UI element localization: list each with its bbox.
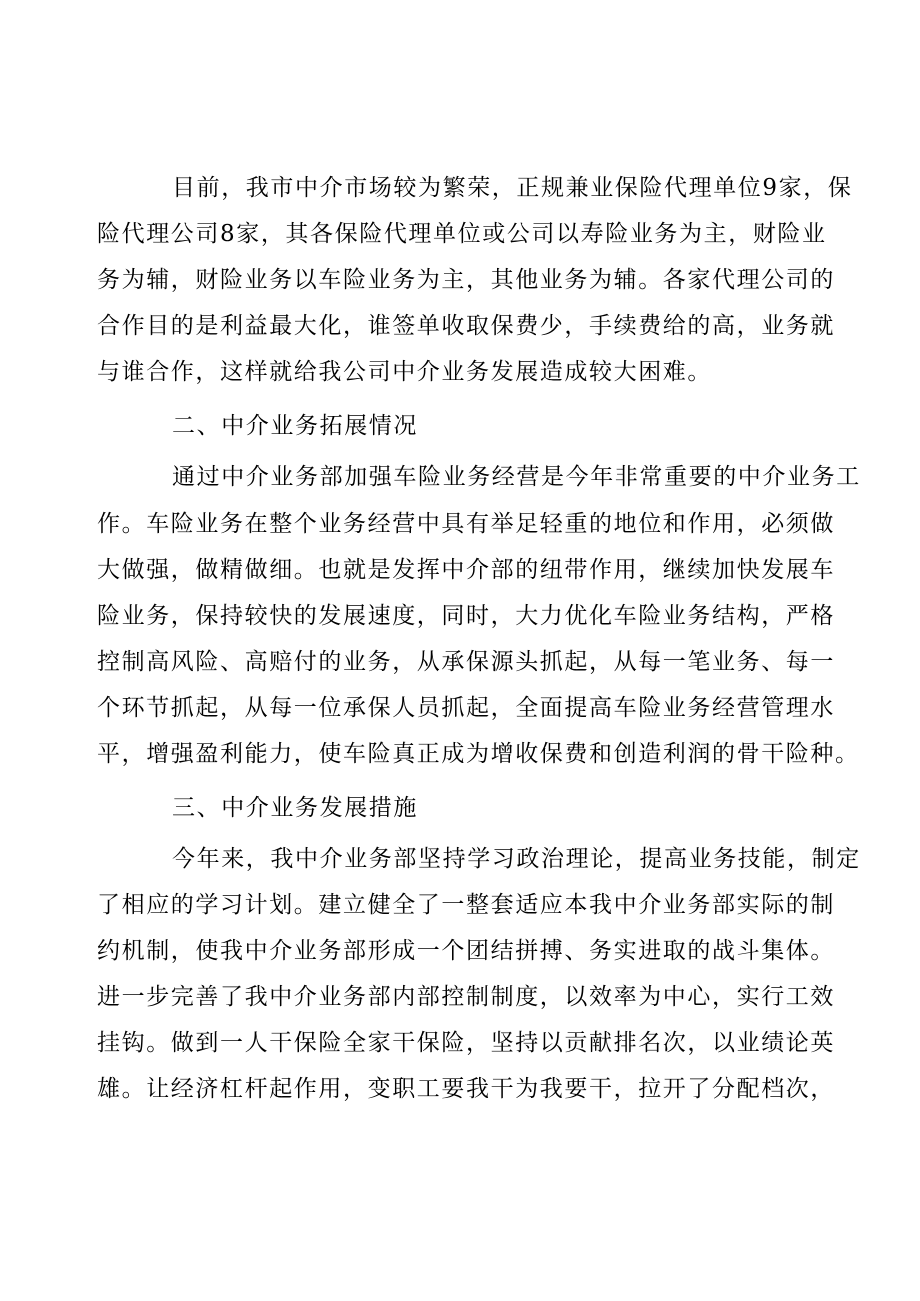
- section-heading-2: 二、中介业务拓展情况: [172, 413, 418, 439]
- paragraph-3-line-3: 约机制，使我中介业务部形成一个团结拼搏、务实进取的战斗集体。: [97, 938, 835, 964]
- paragraph-2-line-7: 平，增强盈利能力，使车险真正成为增收保费和创造利润的骨干险种。: [97, 741, 860, 767]
- paragraph-3-line-5: 挂钩。做到一人干保险全家干保险，坚持以贡献排名次，以业绩论英: [97, 1030, 835, 1056]
- paragraph-2-line-4: 险业务，保持较快的发展速度，同时，大力优化车险业务结构，严格: [97, 603, 835, 629]
- paragraph-3-line-1: 今年来，我中介业务部坚持学习政治理论，提高业务技能，制定: [172, 846, 861, 872]
- paragraph-3-line-6: 雄。让经济杠杆起作用，变职工要我干为我要干，拉开了分配档次，: [97, 1076, 835, 1102]
- paragraph-1-line-4: 合作目的是利益最大化，谁签单收取保费少，手续费给的高，业务就: [97, 313, 835, 339]
- paragraph-3-line-2: 了相应的学习计划。建立健全了一整套适应本我中介业务部实际的制: [97, 892, 835, 918]
- paragraph-2-line-3: 大做强，做精做细。也就是发挥中介部的纽带作用，继续加快发展车: [97, 557, 835, 583]
- paragraph-1-line-2: 险代理公司8家，其各保险代理单位或公司以寿险业务为主，财险业: [97, 221, 827, 247]
- paragraph-2-line-2: 作。车险业务在整个业务经营中具有举足轻重的地位和作用，必须做: [97, 511, 835, 537]
- paragraph-2-line-5: 控制高风险、高赔付的业务，从承保源头抓起，从每一笔业务、每一: [97, 649, 835, 675]
- paragraph-2-line-6: 个环节抓起，从每一位承保人员抓起，全面提高车险业务经营管理水: [97, 695, 835, 721]
- paragraph-1-line-3: 务为辅，财险业务以车险业务为主，其他业务为辅。各家代理公司的: [97, 267, 835, 293]
- paragraph-2-line-1: 通过中介业务部加强车险业务经营是今年非常重要的中介业务工: [172, 464, 861, 490]
- paragraph-1-line-1: 目前，我市中介市场较为繁荣，正规兼业保险代理单位9家，保: [172, 175, 853, 201]
- section-heading-3: 三、中介业务发展措施: [172, 795, 418, 821]
- paragraph-3-line-4: 进一步完善了我中介业务部内部控制制度，以效率为中心，实行工效: [97, 984, 835, 1010]
- paragraph-1-line-5: 与谁合作，这样就给我公司中介业务发展造成较大困难。: [97, 359, 712, 385]
